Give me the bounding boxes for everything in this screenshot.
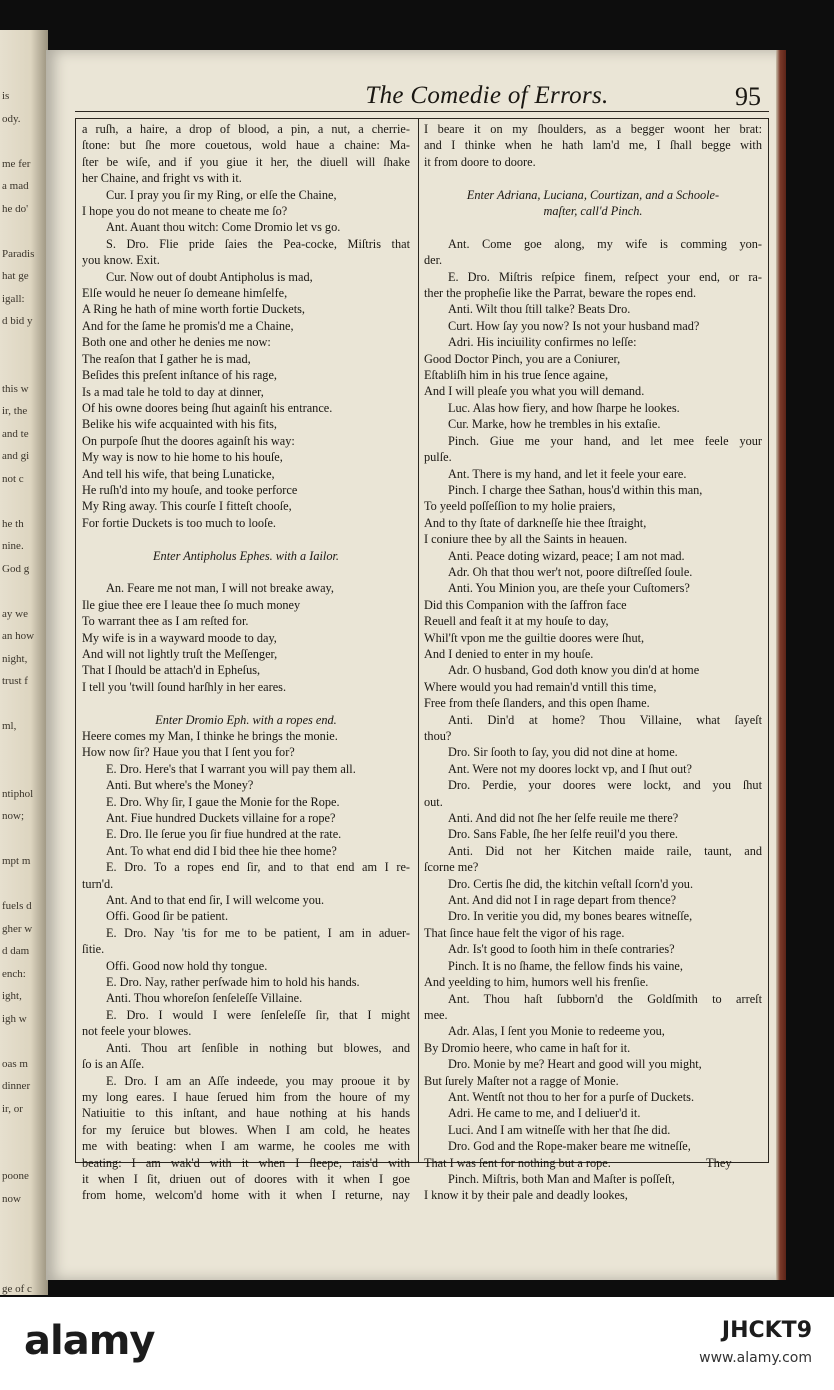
text-line: And I denied to enter in my houſe. [424, 646, 594, 661]
facing-page-fragment: igh w [2, 1012, 27, 1025]
facing-page-fragment: ight, [2, 990, 22, 1002]
text-line: it when I ſit, driuen out of doores with it when I goe [82, 1171, 410, 1186]
text-line: Of his owne doores being ſhut againſt his entrance. [82, 400, 333, 415]
text-line: Ant. There is my hand, and let it feele your eare. [448, 466, 687, 481]
text-line: And for the ſame he promis'd me a Chaine, [82, 318, 294, 333]
text-line: Is a mad tale he told to day at dinner, [82, 384, 264, 399]
facing-page-fragment: trust f [2, 675, 28, 687]
text-line: But ſurely Maſter not a ragge of Monie. [424, 1073, 619, 1088]
text-line: An. Feare me not man, I will not breake away, [106, 581, 334, 596]
text-line: My wife is in a wayward moode to day, [82, 630, 277, 645]
text-line: Ant. Wentſt not thou to her for a purſe of Duckets. [448, 1089, 695, 1104]
text-line: Ant. And to that end ſir, I will welcome you. [106, 893, 325, 908]
facing-page-fragment: igall: [2, 292, 25, 305]
text-line: her Chaine, and fright vs with it. [82, 171, 242, 186]
text-line: I beare it on my ſhoulders, as a begger woont her brat: [424, 122, 762, 136]
text-line: Whil'ſt vpon me the guiltie doores were ſhut, [424, 630, 645, 645]
text-line [424, 170, 762, 186]
text-line: For fortie Duckets is too much to looſe. [82, 515, 276, 530]
text-line: Anti. But where's the Money? [106, 778, 254, 793]
facing-page-fragment: mpt m [2, 855, 31, 867]
text-line: Anti. Thou art ſenſible in nothing but blowes, and [106, 1040, 410, 1055]
text-line: Pinch. I charge thee Sathan, hous'd within this man, [448, 482, 703, 497]
text-line: Reuell and feaſt it at my houſe to day, [424, 614, 609, 629]
text-line: I know it by their pale and deadly lookes, [424, 1188, 628, 1203]
text-line [424, 219, 762, 235]
facing-page-fragment: d dam [2, 945, 30, 957]
text-line: Belike his wife acquainted with his fits, [82, 417, 278, 432]
facing-page-fragment: ge of c [2, 1282, 32, 1295]
text-line: By Dromio heere, who came in haſt for it. [424, 1040, 631, 1055]
text-line: E. Dro. Here's that I warrant you will pay them all. [106, 761, 356, 776]
facing-page-fragment: fuels d [2, 900, 32, 912]
text-line: Dro. In veritie you did, my bones beares witneſſe, [448, 909, 693, 924]
facing-page-fragment: oas m [2, 1057, 28, 1070]
facing-page-fragment: ench: [2, 967, 26, 980]
text-line: Ant. Auant thou witch: Come Dromio let vs go. [106, 220, 341, 235]
text-line: E. Dro. Nay 'tis for me to be patient, I am in aduer- [106, 925, 410, 940]
facing-page-fragment: nine. [2, 540, 24, 552]
text-line: Ant. Were not my doores lockt vp, and I ſhut out? [448, 761, 692, 776]
text-line: Elſe would he neuer ſo demeane himſelfe, [82, 286, 288, 301]
text-line: My Ring away. This courſe I fitteſt chooſe, [82, 499, 292, 514]
text-line: E. Dro. Ile ſerue you ſir fiue hundred at the rate. [106, 827, 342, 842]
facing-page-fragment: and gi [2, 450, 30, 462]
text-line: Anti. Peace doting wizard, peace; I am not mad. [448, 548, 685, 563]
text-line: pulſe. [424, 450, 452, 465]
text-line: ſitie. [82, 942, 105, 957]
facing-page-fragment: hat ge [2, 270, 29, 282]
facing-page-fragment: dinner [2, 1080, 31, 1092]
text-line: from home, welcom'd home with it when I returne, nay [82, 1188, 410, 1203]
text-line: Did this Companion with the ſaffron face [424, 597, 627, 612]
text-line: Adri. He came to me, and I deliuer'd it. [448, 1106, 641, 1121]
text-line: Ant. To what end did I bid thee hie thee home? [106, 843, 337, 858]
text-line: Anti. You Minion you, are theſe your Cuſtomers? [448, 581, 690, 596]
text-line: I tell you 'twill ſound harſhly in her eares. [82, 679, 287, 694]
text-line: Pinch. Giue me your hand, and let mee feele your [448, 433, 762, 448]
page-header [75, 84, 769, 112]
text-line: A Ring he hath of mine worth fortie Duckets, [82, 302, 306, 317]
text-line: Free from theſe ſlanders, and this open ſhame. [424, 696, 650, 711]
facing-page-fragment: d bid y [2, 315, 33, 327]
text-line: turn'd. [82, 876, 114, 891]
text-line: maſter, call'd Pinch. [543, 204, 643, 219]
text-line: And will not lightly truſt the Meſſenger, [82, 646, 278, 661]
facing-page-fragment: now [2, 1192, 21, 1205]
text-line: ſcorne me? [424, 860, 479, 875]
text-line: Ant. Thou haſt ſubborn'd the Goldſmith to arreſt [448, 991, 762, 1006]
facing-page-fragment: God g [2, 562, 30, 575]
text-line: Cur. I pray you ſir my Ring, or elſe the Chaine, [106, 187, 337, 202]
facing-page-fragment: ody. [2, 112, 21, 125]
facing-page-fragment: is [2, 90, 10, 102]
stock-image-id: JHCKT9 [721, 1318, 812, 1343]
text-line: it from doore to doore. [424, 154, 536, 169]
facing-page-fragment: ay we [2, 607, 28, 620]
text-line: Cur. Marke, how he trembles in his extaſie. [448, 417, 661, 432]
facing-page-fragment: ntiphol [2, 787, 34, 800]
text-line: out. [424, 794, 443, 809]
text-line: you know. Exit. [82, 253, 160, 268]
facing-page-fragment: now; [2, 810, 24, 822]
facing-page-fragment: Paradis [2, 247, 35, 260]
text-line: And to thy ſtate of darkneſſe hie thee ſtraight, [424, 515, 647, 530]
facing-page-fragment: he do' [2, 202, 29, 215]
facing-page-fragment: night, [2, 652, 28, 665]
text-line [82, 564, 410, 580]
text-line: mee. [424, 1007, 448, 1022]
text-line: E. Dro. Nay, rather perſwade him to hold his hands. [106, 975, 360, 990]
text-line: E. Dro. I would I were ſenſeleſſe ſir, that I might [106, 1007, 410, 1022]
text-line: Eſtabliſh him in his true ſence againe, [424, 368, 609, 383]
text-line: E. Dro. I am an Aſſe indeede, you may prooue it by [106, 1073, 410, 1088]
text-line: Adr. Is't good to ſooth him in theſe contraries? [448, 942, 675, 957]
running-title: The Comedie of Errors. [365, 82, 609, 109]
text-line: My way is now to hie home to his houſe, [82, 450, 283, 465]
text-line: ſo is an Aſſe. [82, 1057, 145, 1072]
text-line [82, 695, 410, 711]
facing-page-fragment: ml, [2, 720, 17, 732]
text-line: Natiuitie to this inſtant, and haue nothing at his hands [82, 1106, 410, 1121]
text-line: S. Dro. Flie pride ſaies the Pea-cocke, Miſtris that [106, 236, 410, 251]
facing-page-fragment: he th [2, 517, 24, 530]
text-line: Enter Antipholus Ephes. with a Iailor. [153, 548, 339, 563]
facing-page-fragment: a mad [2, 180, 29, 192]
text-line: And tell his wife, that being Lunaticke, [82, 466, 275, 481]
text-line: beating: I am wak'd with it when I ſleepe, rais'd with [82, 1155, 410, 1170]
text-line: To warrant thee as I am reſted for. [82, 614, 249, 629]
page-edge-binding [776, 50, 786, 1280]
text-line: Enter Adriana, Luciana, Courtizan, and a Schoole- [466, 187, 720, 202]
text-line: To yeeld poſſeſſion to my holie praiers, [424, 499, 616, 514]
text-line: not feele your blowes. [82, 1024, 192, 1039]
text-line: Ant. Come goe along, my wife is comming yon- [448, 236, 762, 251]
text-line: Heere comes my Man, I thinke he brings the monie. [82, 728, 338, 743]
facing-page-fragment: this w [2, 382, 29, 395]
text-line: E. Dro. Miſtris reſpice finem, reſpect your end, or ra- [448, 269, 762, 284]
text-line: Offi. Good now hold thy tongue. [106, 958, 268, 973]
text-line: That I was ſent for nothing but a rope. [424, 1155, 611, 1170]
text-line: How now ſir? Haue you that I ſent you for? [82, 745, 295, 760]
text-line: Anti. Thou whoreſon ſenſeleſſe Villaine. [106, 991, 303, 1006]
text-line: Anti. And did not ſhe her ſelfe reuile me there? [448, 811, 679, 826]
text-line: Dro. Certis ſhe did, the kitchin veſtall ſcorn'd you. [448, 876, 694, 891]
text-line: Luci. And I am witneſſe with her that ſhe did. [448, 1122, 671, 1137]
text-line: E. Dro. Why ſir, I gaue the Monie for the Rope. [106, 794, 340, 809]
facing-page-fragment: poone [2, 1170, 29, 1182]
text-line: And I will pleaſe you what you will demand. [424, 384, 645, 399]
facing-page-fragment: ir, or [2, 1102, 23, 1115]
header-rule [75, 111, 769, 112]
text-line: Anti. Din'd at home? Thou Villaine, what ſayeſt [448, 712, 762, 727]
stock-url: www.alamy.com [699, 1350, 812, 1366]
text-line: On purpoſe ſhut the doores againſt his way: [82, 433, 295, 448]
facing-page-fragment: gher w [2, 922, 33, 935]
text-line: Adr. Oh that thou wer't not, poore diſtreſſed ſoule. [448, 564, 693, 579]
text-line: Good Doctor Pinch, you are a Coniurer, [424, 351, 621, 366]
text-line: Enter Dromio Eph. with a ropes end. [155, 712, 337, 727]
left-column [82, 121, 410, 1204]
text-line: The reaſon that I gather he is mad, [82, 351, 251, 366]
facing-page-fragment: an how [2, 630, 35, 642]
text-line: Dro. God and the Rope-maker beare me witneſſe, [448, 1139, 691, 1154]
text-line: Dro. Monie by me? Heart and good will you might, [448, 1057, 702, 1072]
text-line: Anti. Wilt thou ſtill talke? Beats Dro. [448, 302, 631, 317]
column-divider [418, 118, 419, 1163]
text-line: Dro. Sir ſooth to ſay, you did not dine at home. [448, 745, 678, 760]
text-line: He ruſh'd into my houſe, and tooke perforce [82, 482, 298, 497]
text-line: Cur. Now out of doubt Antipholus is mad, [106, 269, 313, 284]
text-line: and I thinke when he hath lam'd me, I ſhall begge with [424, 138, 762, 153]
facing-page-fragment: not c [2, 472, 24, 485]
text-line: me with beating: when I am warme, he cooles me with [82, 1139, 410, 1154]
text-line: Pinch. Miſtris, both Man and Maſter is poſſeſt, [448, 1171, 675, 1186]
text-line: That I ſhould be attach'd in Epheſus, [82, 663, 261, 678]
text-line: my long eares. I haue ſerued him from the houre of my [82, 1089, 410, 1104]
text-line: And yeelding to him, humors well his frenſie. [424, 975, 649, 990]
text-line: Where would you had remain'd vntill this time, [424, 679, 657, 694]
catchword: They [706, 1156, 732, 1170]
text-line: Curt. How ſay you now? Is not your husband mad? [448, 318, 700, 333]
facing-page-fragment: me fer [2, 157, 31, 170]
text-line: I hope you do not meane to cheate me ſo? [82, 204, 288, 219]
text-line: E. Dro. To a ropes end ſir, and to that end am I re- [106, 860, 410, 875]
text-line: Dro. Perdie, your doores were lockt, and you ſhut [448, 778, 762, 793]
text-line: Ant. Fiue hundred Duckets villaine for a rope? [106, 811, 336, 826]
right-column [424, 121, 762, 1204]
page-number: 95 [735, 82, 761, 111]
text-line: That ſince haue felt the vigor of his rage. [424, 925, 625, 940]
text-line: Offi. Good ſir be patient. [106, 909, 229, 924]
text-line: Adr. Alas, I ſent you Monie to redeeme you, [448, 1024, 665, 1039]
text-line: Anti. Did not her Kitchen maide raile, taunt, and [448, 843, 762, 858]
text-line: Ile giue thee ere I leaue thee ſo much money [82, 597, 301, 612]
text-line: ſtone: but ſhe more couetous, wold haue a chaine: Ma- [82, 138, 410, 153]
text-line: der. [424, 253, 443, 268]
text-line: Adr. O husband, God doth know you din'd at home [448, 663, 700, 678]
text-line: ſter be wiſe, and if you giue it her, the diuell will ſhake [82, 154, 410, 169]
facing-page-fragment: ir, the [2, 405, 28, 417]
text-line: Both one and other he denies me now: [82, 335, 271, 350]
facing-page-fragment: and te [2, 427, 29, 440]
text-line: for my ſeruice but blowes. When I am cold, he heates [82, 1122, 410, 1137]
text-line: I coniure thee by all the Saints in heauen. [424, 532, 628, 547]
facing-page-edge [0, 30, 48, 1295]
text-line: Adri. His inciuility confirmes no leſſe: [448, 335, 637, 350]
text-line: a ruſh, a haire, a drop of blood, a pin, a nut, a cherrie- [82, 122, 410, 136]
text-line: Ant. And did not I in rage depart from thence? [448, 893, 677, 908]
text-line: Pinch. It is no ſhame, the fellow finds his vaine, [448, 958, 683, 973]
text-line: Beſides this preſent inſtance of his rage, [82, 368, 277, 383]
stock-wordmark: alamy [24, 1318, 155, 1364]
text-line [82, 531, 410, 547]
text-line: ther the propheſie like the Parrat, beware the ropes end. [424, 286, 697, 301]
text-line: Dro. Sans Fable, ſhe her ſelfe reuil'd you there. [448, 827, 678, 842]
text-line: Luc. Alas how fiery, and how ſharpe he lookes. [448, 400, 680, 415]
text-line: thou? [424, 729, 452, 743]
